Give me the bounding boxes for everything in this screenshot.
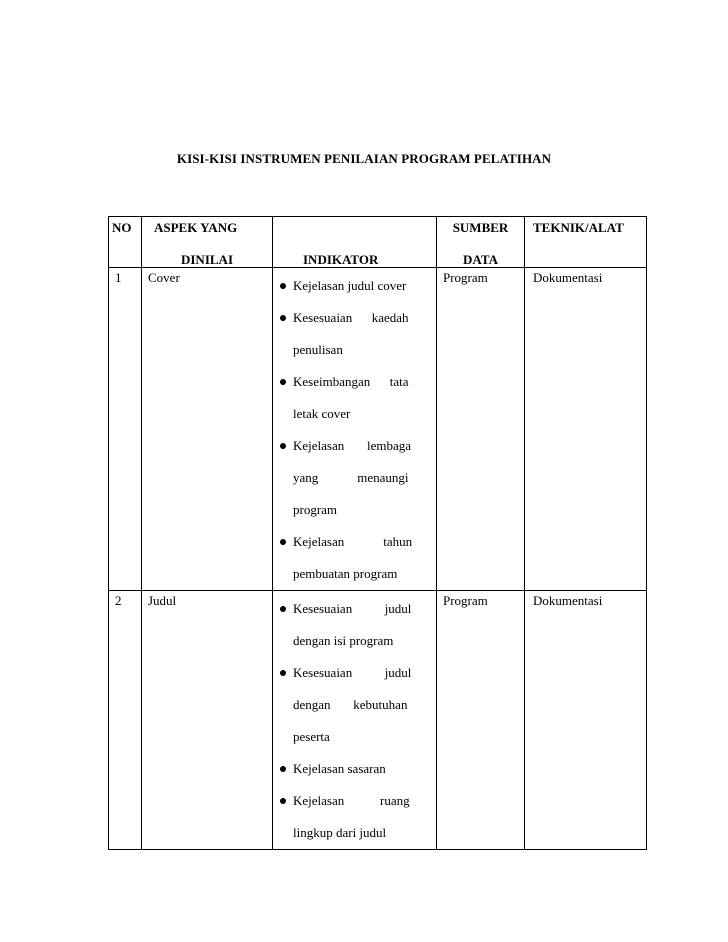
indikator-item — [293, 302, 424, 366]
indikator-list — [273, 268, 436, 590]
indikator-line: Kesesuaian judul — [293, 665, 412, 680]
row-number-text: 2 — [115, 593, 122, 608]
header-no — [109, 217, 142, 268]
teknik-alat-text: Dokumentasi — [533, 593, 603, 608]
indikator-item — [293, 657, 424, 753]
row-number-cell — [109, 268, 142, 591]
indikator-line: dengan kebutuhan — [293, 697, 408, 712]
indikator-item — [293, 526, 424, 590]
aspek-text: Judul — [148, 593, 177, 608]
header-no-label: NO — [112, 220, 132, 235]
header-teknik-label: TEKNIK/ALAT — [533, 220, 624, 235]
indikator-line: penulisan — [293, 342, 343, 357]
header-sumber-label-2: DATA — [463, 252, 498, 267]
indikator-line: letak cover — [293, 406, 351, 421]
document-title: KISI-KISI INSTRUMEN PENILAIAN PROGRAM PELATIHAN — [176, 151, 552, 166]
header-aspek — [142, 217, 273, 268]
teknik-alat-cell — [525, 591, 647, 850]
indikator-line: pembuatan program — [293, 566, 398, 581]
indikator-line: Kejelasan ruang — [293, 793, 410, 808]
indikator-item — [293, 593, 424, 657]
header-teknik — [525, 217, 647, 268]
indikator-line: Kejelasan tahun — [293, 534, 413, 549]
indikator-line: dengan isi program — [293, 633, 394, 648]
row-number-text: 1 — [115, 270, 122, 285]
aspek-text: Cover — [148, 270, 180, 285]
indikator-line: program — [293, 502, 338, 517]
header-aspek-label-2: DINILAI — [180, 252, 233, 267]
aspek-cell — [142, 591, 273, 850]
indikator-cell — [273, 268, 437, 591]
table-row — [109, 268, 647, 591]
indikator-line: Kejelasan lembaga — [293, 438, 412, 453]
table-row — [109, 591, 647, 850]
header-sumber — [437, 217, 525, 268]
teknik-alat-cell — [525, 268, 647, 591]
sumber-data-text: Program — [443, 593, 488, 608]
header-indikator-label: INDIKATOR — [303, 252, 379, 267]
table-header-row — [109, 217, 647, 268]
indikator-line: lingkup dari judul — [293, 825, 387, 840]
indikator-line: peserta — [293, 729, 330, 744]
teknik-alat-text: Dokumentasi — [533, 270, 603, 285]
aspek-cell — [142, 268, 273, 591]
indikator-line: Kejelasan judul cover — [293, 278, 407, 293]
sumber-data-cell — [437, 268, 525, 591]
indikator-line: Keseimbangan tata — [293, 374, 409, 389]
indikator-item — [293, 430, 424, 526]
indikator-line: Kesesuaian kaedah — [293, 310, 409, 325]
indikator-item — [293, 753, 424, 785]
indikator-line: Kesesuaian judul — [293, 601, 412, 616]
indikator-item — [293, 366, 424, 430]
sumber-data-cell — [437, 591, 525, 850]
header-aspek-label-1: ASPEK YANG — [154, 220, 238, 235]
indikator-line: yang menaungi — [293, 470, 409, 485]
indikator-item — [293, 270, 424, 302]
indikator-line: Kejelasan sasaran — [293, 761, 386, 776]
indikator-item — [293, 785, 424, 849]
indikator-list — [273, 591, 436, 849]
sumber-data-text: Program — [443, 270, 488, 285]
indikator-cell — [273, 591, 437, 850]
kisi-kisi-table — [108, 216, 647, 850]
row-number-cell — [109, 591, 142, 850]
header-indikator — [273, 217, 437, 268]
header-sumber-label-1: SUMBER — [452, 220, 509, 235]
